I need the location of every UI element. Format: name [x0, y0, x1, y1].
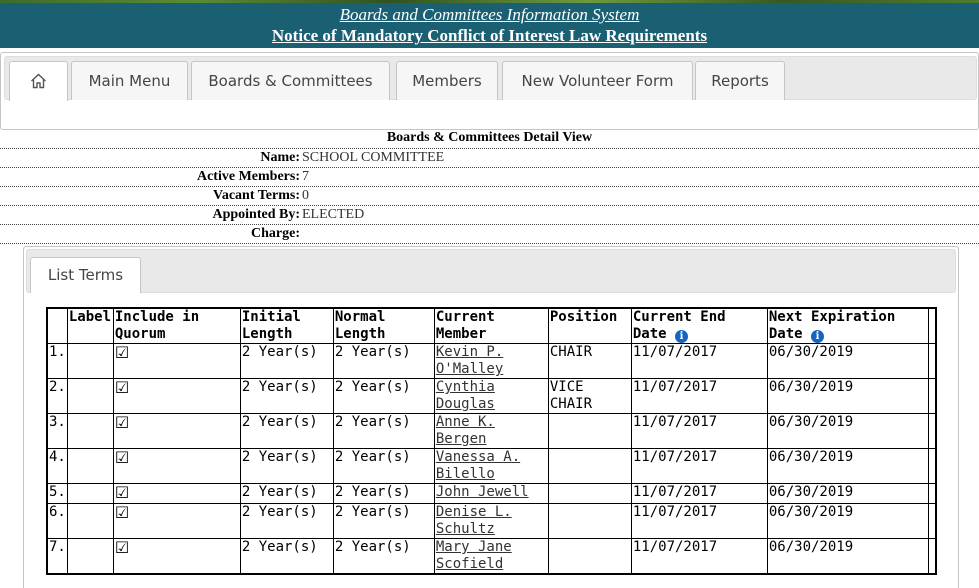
- active-members-value: 7: [302, 169, 309, 184]
- appointed-by-label: Appointed By:: [212, 207, 300, 222]
- row-label: [67, 379, 113, 414]
- row-normal-length: 2 Year(s): [333, 539, 434, 575]
- detail-row-vacant-terms: [0, 186, 979, 205]
- header-next-expiration-date: [767, 308, 928, 344]
- terms-table: [46, 307, 937, 575]
- info-icon[interactable]: i: [675, 330, 688, 343]
- row-current-member: [434, 449, 548, 484]
- row-current-end-date: 11/07/2017: [631, 379, 767, 414]
- row-label: [67, 484, 113, 504]
- header-current-member: Current Member: [434, 308, 548, 344]
- header-current-end-date: [631, 308, 767, 344]
- member-link[interactable]: Denise L. Schultz: [435, 504, 512, 537]
- row-number: 7.: [47, 539, 67, 575]
- vacant-terms-label: Vacant Terms:: [213, 188, 300, 203]
- detail-row-appointed-by: [0, 205, 979, 224]
- tab-members[interactable]: Members: [396, 61, 498, 100]
- row-next-expiration-date: 06/30/2019: [767, 484, 928, 504]
- detail-row-name: [0, 148, 979, 167]
- row-normal-length: 2 Year(s): [333, 484, 434, 504]
- table-row: [47, 344, 936, 379]
- main-nav-panel: [0, 52, 979, 130]
- member-link[interactable]: Anne K. Bergen: [435, 414, 495, 447]
- member-link[interactable]: John Jewell: [435, 484, 529, 500]
- row-current-member: [434, 484, 548, 504]
- row-label: [67, 344, 113, 379]
- checked-checkbox-icon: ☑: [114, 448, 130, 467]
- name-value: SCHOOL COMMITTEE: [302, 150, 445, 165]
- row-position: [548, 449, 631, 484]
- row-normal-length: 2 Year(s): [333, 379, 434, 414]
- banner-image-strip: [0, 0, 979, 3]
- checked-checkbox-icon: ☑: [114, 413, 130, 432]
- table-row: [47, 539, 936, 575]
- row-normal-length: 2 Year(s): [333, 414, 434, 449]
- row-current-member: [434, 504, 548, 539]
- current-end-date-header-text: Current End Date: [632, 309, 726, 342]
- row-initial-length: 2 Year(s): [240, 344, 333, 379]
- row-current-end-date: 11/07/2017: [631, 449, 767, 484]
- header-initial-length: Initial Length: [240, 308, 333, 344]
- row-normal-length: 2 Year(s): [333, 449, 434, 484]
- row-blank: [928, 414, 936, 449]
- terms-header-row: [47, 308, 936, 344]
- tab-home[interactable]: [9, 61, 68, 101]
- row-position: [548, 539, 631, 575]
- checked-checkbox-icon: ☑: [114, 378, 130, 397]
- tab-list-terms[interactable]: List Terms: [30, 257, 141, 293]
- row-blank: [928, 539, 936, 575]
- row-blank: [928, 379, 936, 414]
- row-position: [548, 484, 631, 504]
- row-next-expiration-date: 06/30/2019: [767, 379, 928, 414]
- tab-reports[interactable]: Reports: [695, 61, 785, 100]
- table-row: [47, 379, 936, 414]
- row-blank: [928, 484, 936, 504]
- row-quorum: [113, 504, 240, 539]
- header-normal-length: Normal Length: [333, 308, 434, 344]
- row-next-expiration-date: 06/30/2019: [767, 449, 928, 484]
- row-blank: [928, 344, 936, 379]
- detail-row-active-members: [0, 167, 979, 186]
- row-current-end-date: 11/07/2017: [631, 484, 767, 504]
- tab-new-volunteer-form[interactable]: New Volunteer Form: [502, 61, 693, 100]
- row-number: 5.: [47, 484, 67, 504]
- row-initial-length: 2 Year(s): [240, 484, 333, 504]
- tab-boards-committees[interactable]: Boards & Committees: [191, 61, 390, 100]
- row-initial-length: 2 Year(s): [240, 504, 333, 539]
- member-link[interactable]: Cynthia Douglas: [435, 379, 495, 412]
- row-initial-length: 2 Year(s): [240, 449, 333, 484]
- row-number: 1.: [47, 344, 67, 379]
- row-number: 6.: [47, 504, 67, 539]
- system-title-link[interactable]: Boards and Committees Information System: [339, 5, 640, 24]
- row-current-member: [434, 344, 548, 379]
- row-position: [548, 414, 631, 449]
- member-link[interactable]: Mary Jane Scofield: [435, 539, 512, 572]
- checked-checkbox-icon: ☑: [114, 343, 130, 362]
- row-blank: [928, 449, 936, 484]
- row-number: 2.: [47, 379, 67, 414]
- info-icon[interactable]: i: [811, 330, 824, 343]
- row-next-expiration-date: 06/30/2019: [767, 414, 928, 449]
- row-quorum: [113, 344, 240, 379]
- row-next-expiration-date: 06/30/2019: [767, 344, 928, 379]
- list-terms-tabbar: [26, 249, 956, 293]
- header-banner: [0, 0, 979, 48]
- header-include-in-quorum: Include in Quorum: [113, 308, 240, 344]
- next-expiration-date-header-text: Next Expiration Date: [768, 309, 896, 342]
- header-label: Label: [67, 308, 113, 344]
- row-label: [67, 414, 113, 449]
- header-number: [47, 308, 67, 344]
- header-blank: [928, 308, 936, 344]
- row-current-end-date: 11/07/2017: [631, 539, 767, 575]
- conflict-of-interest-notice-link[interactable]: Notice of Mandatory Conflict of Interest Law Requirements: [271, 26, 708, 45]
- row-blank: [928, 504, 936, 539]
- detail-view-title: Boards & Committees Detail View: [386, 130, 593, 145]
- table-row: [47, 449, 936, 484]
- table-row: [47, 414, 936, 449]
- vacant-terms-value: 0: [302, 188, 309, 203]
- home-icon: [30, 73, 47, 89]
- row-quorum: [113, 414, 240, 449]
- checked-checkbox-icon: ☑: [114, 503, 130, 522]
- row-current-member: [434, 379, 548, 414]
- row-current-end-date: 11/07/2017: [631, 344, 767, 379]
- charge-label: Charge:: [251, 226, 300, 241]
- checked-checkbox-icon: ☑: [114, 483, 130, 502]
- appointed-by-value: ELECTED: [302, 207, 365, 222]
- row-next-expiration-date: 06/30/2019: [767, 539, 928, 575]
- row-quorum: [113, 449, 240, 484]
- table-row: [47, 484, 936, 504]
- member-link[interactable]: Vanessa A. Bilello: [435, 449, 521, 482]
- row-current-member: [434, 414, 548, 449]
- detail-row-charge: [0, 224, 979, 244]
- row-quorum: [113, 484, 240, 504]
- tab-main-menu[interactable]: Main Menu: [71, 61, 188, 100]
- row-initial-length: 2 Year(s): [240, 539, 333, 575]
- row-position: CHAIR: [548, 344, 631, 379]
- row-label: [67, 504, 113, 539]
- row-normal-length: 2 Year(s): [333, 504, 434, 539]
- row-initial-length: 2 Year(s): [240, 379, 333, 414]
- checked-checkbox-icon: ☑: [114, 538, 130, 557]
- active-members-label: Active Members:: [196, 169, 300, 184]
- name-label: Name:: [260, 150, 300, 165]
- row-number: 4.: [47, 449, 67, 484]
- header-position: Position: [548, 308, 631, 344]
- row-position: VICE CHAIR: [548, 379, 631, 414]
- row-quorum: [113, 539, 240, 575]
- row-label: [67, 449, 113, 484]
- row-next-expiration-date: 06/30/2019: [767, 504, 928, 539]
- row-initial-length: 2 Year(s): [240, 414, 333, 449]
- row-current-member: [434, 539, 548, 575]
- row-current-end-date: 11/07/2017: [631, 504, 767, 539]
- main-nav-tabbar: [4, 56, 977, 100]
- member-link[interactable]: Kevin P. O'Malley: [435, 344, 504, 377]
- row-label: [67, 539, 113, 575]
- row-normal-length: 2 Year(s): [333, 344, 434, 379]
- row-quorum: [113, 379, 240, 414]
- table-row: [47, 504, 936, 539]
- row-current-end-date: 11/07/2017: [631, 414, 767, 449]
- row-position: [548, 504, 631, 539]
- row-number: 3.: [47, 414, 67, 449]
